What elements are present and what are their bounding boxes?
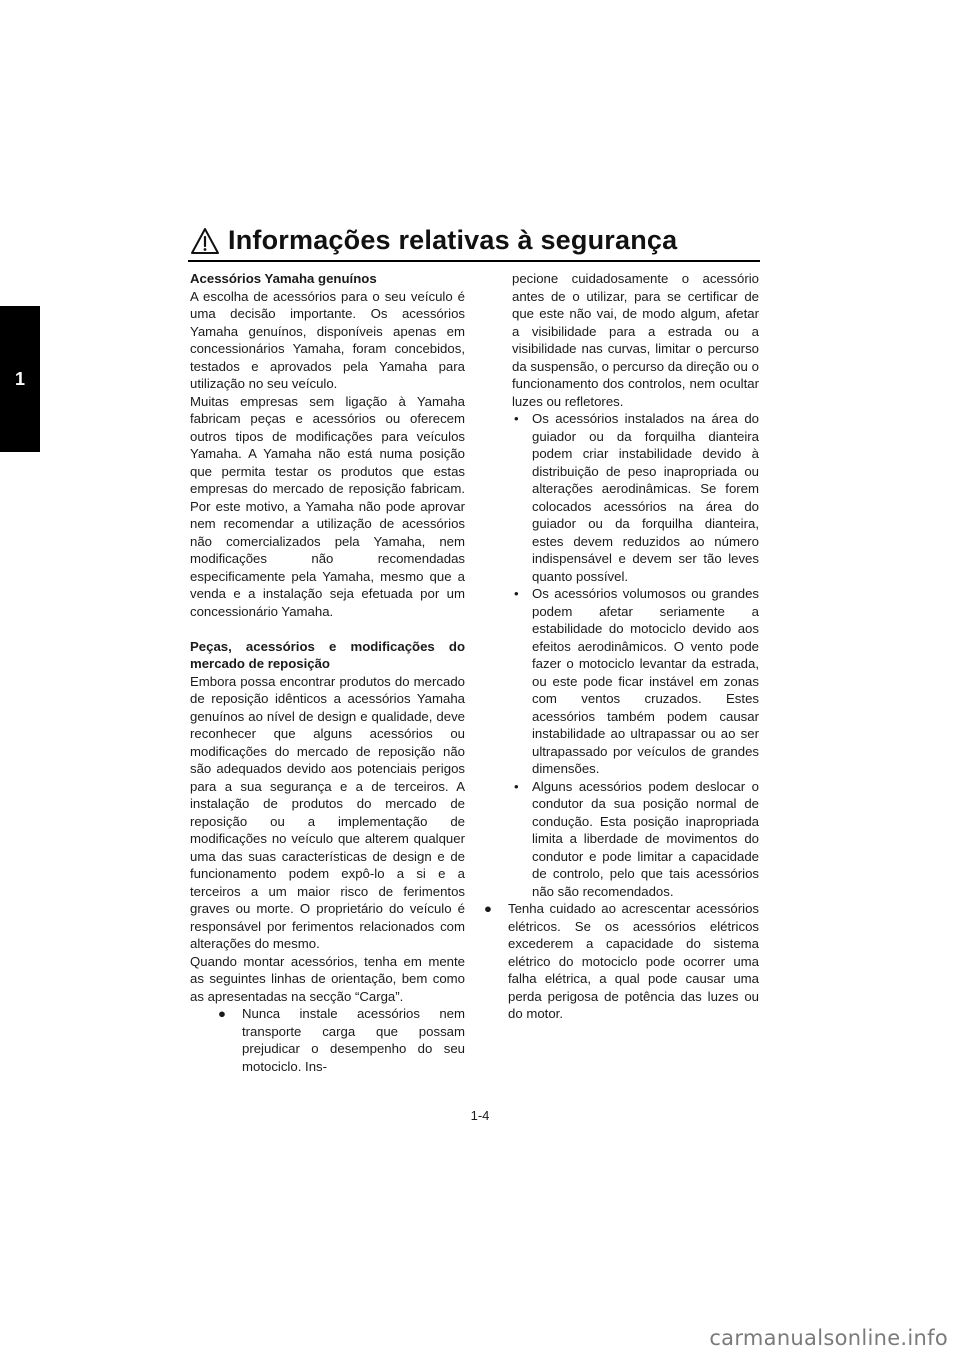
left-column: [190, 270, 465, 1075]
list-item-text: Nunca instale acessórios nem transporte carga que possam prejudicar o desempenho do seu motociclo. Ins-: [242, 1006, 465, 1074]
paragraph: Embora possa encontrar produtos do mercado de reposição idênticos a acessórios Yamaha genuínos ao nível de design e qualidade, deve reconhecer que alguns acessórios ou modificações do mercado de reposição não são adequados devido aos potenciais perigos para a sua segurança e a de terceiros. A instalação de produtos do mercado de reposição ou a implementação de modificações no veículo que alterem qualquer uma das suas características de design e de funcionamento podem expô-lo a si e a terceiros a um maior risco de ferimentos graves ou morte. O proprietário do veículo é responsável por ferimentos relacionados com alterações do mesmo.: [190, 673, 465, 951]
section-heading: Peças, acessórios e modificações do mercado de reposição: [190, 638, 465, 671]
bullet-icon: •: [514, 778, 519, 794]
sub-list-item-text: Os acessórios instalados na área do guiador ou da forquilha dianteira podem criar instabilidade devido à distribuição de peso inapropriada ou alterações aerodinâmicas. Se forem colocados acessórios na área do guiador ou da forquilha dianteira, estes devem reduzidos ao número indispensável e devem ser tão leves quanto possível.: [532, 411, 759, 584]
page-header: [188, 222, 760, 262]
paragraph: A escolha de acessórios para o seu veículo é uma decisão importante. Os acessórios Yamaha genuínos, disponíveis apenas em concessionários Yamaha, foram concebidos, testados e aprovados pela Yamaha para utilização no seu veículo.: [190, 288, 465, 391]
bullet-dot-icon: ●: [218, 1006, 226, 1021]
sub-list-item: [508, 778, 759, 901]
paragraph: Quando montar acessórios, tenha em mente as seguintes linhas de orientação, bem como as apresentadas na secção “Carga”.: [190, 953, 465, 1004]
list-item-text: Tenha cuidado ao acrescentar acessórios elétricos. Se os acessórios elétricos excederem a capacidade do sistema elétrico do motociclo pode ocorrer uma falha elétrica, a qual pode causar uma perda perigosa de potência das luzes ou do motor.: [508, 901, 759, 1021]
sub-list-item-text: Alguns acessórios podem deslocar o condutor da sua posição normal de condução. Esta posição inapropriada limita a liberdade de movimentos do condutor e pode limitar a capacidade de controlo, pelo que tais acessórios não são recomendados.: [532, 778, 759, 899]
right-column: [484, 270, 759, 1023]
list-item-continuation: pecione cuidadosamente o acessório antes de o utilizar, para se certificar de que este não vai, de modo algum, afetar a visibilidade para a estrada ou a visibilidade nas curvas, limitar o percurso da suspensão, o percurso da direção ou o funcionamento dos controlos, nem ocultar luzes ou refletores.: [512, 271, 759, 409]
paragraph: Muitas empresas sem ligação à Yamaha fabricam peças e acessórios ou oferecem outros tipos de modificações para veículos Yamaha. A Yamaha não está numa posição que permita testar os produtos que estas empresas do mercado de reposição fabricam. Por este motivo, a Yamaha não pode aprovar nem recomendar a utilização de acessórios não comercializados pela Yamaha, nem modificações não recomendadas especificamente pela Yamaha, mesmo que a venda e a instalação seja efetuada por um concessionário Yamaha.: [190, 393, 465, 619]
page-title: Informações relativas à segurança: [228, 225, 678, 255]
bullet-dot-icon: ●: [484, 901, 492, 916]
bullet-icon: •: [514, 586, 519, 601]
list-item: [218, 1005, 465, 1075]
sub-list-item-text: Os acessórios volumosos ou grandes podem afetar seriamente a estabilidade do motociclo devido aos efeitos aerodinâmicos. O vento pode fazer o motociclo levantar da estrada, ou este pode ficar instável em zonas com ventos cruzados. Estes acessórios também podem causar instabilidade ao ultrapassar ou ao ser ultrapassado por veículos de grandes dimensões.: [532, 586, 759, 776]
warning-icon: [190, 227, 220, 255]
section-heading: Acessórios Yamaha genuínos: [190, 271, 377, 286]
list-item: [484, 900, 759, 1023]
chapter-number: 1: [14, 368, 25, 389]
sub-list-item: [508, 410, 759, 585]
watermark: carmanualsonline.info: [709, 1326, 948, 1350]
sub-list-item: [508, 585, 759, 778]
page-number: 1-4: [470, 1108, 490, 1123]
chapter-tab: [0, 306, 40, 452]
bullet-icon: •: [514, 411, 519, 426]
